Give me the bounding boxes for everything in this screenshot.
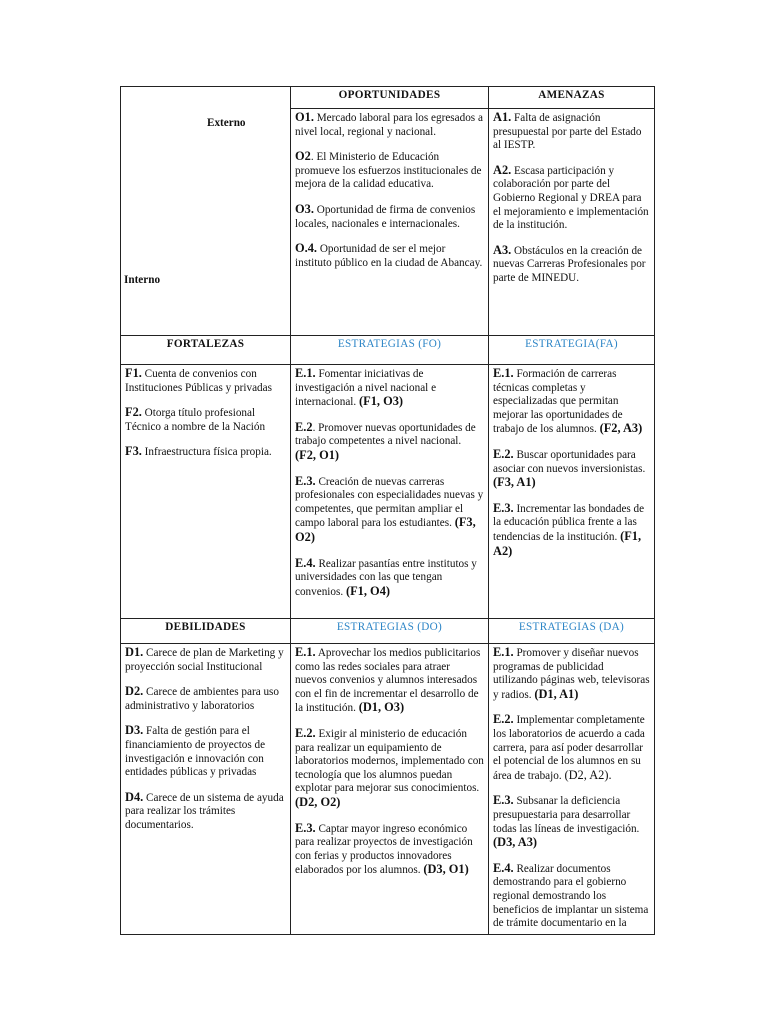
row-fortalezas-header (121, 336, 655, 365)
item-text: Creación de nuevas carreras profesionales con especialidades nuevas y competentes, que permitan ampliar el campo laboral para los estudiantes. (295, 475, 484, 530)
item-text: Escasa participación y colaboración por parte del Gobierno Regional y DREA para el mejoramiento e implementación de la institución. (493, 164, 649, 232)
item-text: Cuenta de convenios con Instituciones Públicas y privadas (125, 368, 272, 394)
item-text: Incrementar las bondades de la educación pública frente a las tendencias de la institución. (493, 502, 645, 543)
item-code: O.4. (295, 241, 318, 256)
list-item (125, 367, 286, 395)
cell-estrategias-do (291, 644, 489, 935)
list-item (295, 111, 484, 139)
item-code: O3. (295, 201, 314, 216)
item-text: Mercado laboral para los egresados a nivel local, regional y nacional. (295, 112, 483, 138)
list-item (493, 646, 650, 702)
item-text: Obstáculos en la creación de nuevas Carreras Profesionales por parte de MINEDU. (493, 244, 646, 284)
header-debilidades: DEBILIDADES (121, 619, 291, 644)
item-text: Oportunidad de firma de convenios locales, nacionales e internacionales. (295, 203, 476, 230)
header-estrategias-fa: ESTRATEGIA(FA) (489, 336, 655, 365)
item-code: F2. (125, 405, 142, 420)
item-code: O1. (295, 110, 314, 124)
item-code: E.2. (493, 446, 514, 461)
item-text: Subsanar la deficiencia presupuestaria para desarrollar todas las líneas de investigación. (493, 795, 640, 835)
row-debilidades-header (121, 619, 655, 644)
item-code: E.3. (295, 820, 316, 835)
corner-cell (121, 87, 291, 336)
item-code: A3. (493, 242, 512, 257)
item-code: E.1. (493, 645, 514, 659)
item-code: D1. (125, 645, 144, 659)
label-externo: Externo (207, 117, 246, 129)
item-code: E.2 (295, 419, 313, 434)
item-text: Carece de ambientes para uso administrativo y laboratorios (125, 686, 279, 712)
item-text: Falta de asignación presupuestal por parte del Estado al IESTP. (493, 112, 642, 152)
item-text: Exigir al ministerio de educación para realizar un equipamiento de laboratorios modernos, implementado con tecnología que los alumnos puedan explotar para mejorar sus conocimientos. (295, 727, 484, 795)
item-text: Promover y diseñar nuevos programas de publicidad utilizando páginas web, televisoras y radios. (493, 647, 650, 701)
item-code: A2. (493, 162, 512, 177)
item-code: D2. (125, 684, 144, 699)
item-code: E.3. (493, 793, 514, 808)
list-item (125, 724, 286, 779)
item-code: E.2. (493, 712, 514, 727)
list-item (493, 862, 650, 931)
cell-debilidades (121, 644, 291, 935)
header-oportunidades: OPORTUNIDADES (291, 87, 489, 109)
item-text: Formación de carreras técnicas completas y especializadas que permitan mejorar las oportunidades de trabajo de los alumnos. (493, 368, 623, 436)
item-text: Carece de un sistema de ayuda para realizar los trámites documentarios. (125, 791, 284, 831)
item-text: Fomentar iniciativas de investigación a nivel nacional e internacional. (295, 368, 437, 409)
item-code: D3. (125, 723, 144, 738)
item-text: Carece de plan de Marketing y proyección social Institucional (125, 647, 284, 673)
item-text: Infraestructura física propia. (141, 446, 272, 459)
list-item (295, 557, 484, 600)
item-reference: (D3, A3) (493, 835, 538, 850)
cell-fortalezas (121, 365, 291, 619)
item-reference: (D2, O2) (295, 794, 341, 809)
header-amenazas: AMENAZAS (489, 87, 655, 109)
item-code: E.3. (295, 473, 316, 488)
header-fortalezas: FORTALEZAS (121, 336, 291, 365)
list-item (493, 502, 650, 559)
item-reference: (F1, O4) (345, 583, 391, 598)
list-item (125, 685, 286, 713)
item-code: E.4. (295, 555, 316, 570)
foda-matrix (120, 86, 655, 935)
item-text: Captar mayor ingreso económico para realizar proyectos de investigación con ferias y productos innovadores elaborados por los alumnos. (295, 822, 473, 877)
item-code: E.1. (295, 645, 316, 659)
cell-estrategias-da (489, 644, 655, 935)
item-code: F3. (125, 444, 142, 459)
list-item (125, 406, 286, 434)
item-code: A1. (493, 110, 512, 124)
list-item (295, 646, 484, 716)
list-item (295, 150, 484, 192)
list-item (493, 367, 650, 437)
list-item (295, 421, 484, 464)
cell-estrategias-fa (489, 365, 655, 619)
item-reference: (F2, O1) (295, 447, 340, 462)
item-code: F1. (125, 366, 142, 380)
list-item (125, 445, 286, 460)
item-text: Realizar pasantías entre institutos y universidades con las que tengan convenios. (295, 557, 477, 598)
item-code: E.1. (493, 366, 514, 380)
list-item (493, 111, 650, 153)
list-item (493, 244, 650, 286)
header-estrategias-da: ESTRATEGIAS (DA) (489, 619, 655, 644)
list-item (125, 646, 286, 674)
item-text: Falta de gestión para el financiamiento de proyectos de investigación e innovación con entidades públicas y privadas (125, 725, 266, 779)
item-text: Buscar oportunidades para asociar con nuevos inversionistas. (493, 448, 646, 475)
list-item (295, 727, 484, 811)
item-text: Realizar documentos demostrando para el gobierno regional demostrando los beneficios de implantar un sistema de trámite documentario en la (493, 862, 649, 930)
row-debilidades-content (121, 644, 655, 935)
list-item (295, 475, 484, 546)
cell-estrategias-fo (291, 365, 489, 619)
cell-oportunidades (291, 109, 489, 336)
list-item (493, 794, 650, 850)
item-reference: (D1, A1) (534, 686, 579, 701)
item-text: Aprovechar los medios publicitarios como las redes sociales para atraer nuevos convenios y alumnos interesados con el fin de incrementar el desarrollo de la institución. (295, 647, 481, 715)
item-code: E.4. (493, 860, 514, 875)
item-reference: (F3, A1) (493, 475, 536, 490)
list-item (125, 791, 286, 833)
item-text: . El Ministerio de Educación promueve los esfuerzos institucionales de mejora de la calidad educativa. (295, 151, 482, 191)
row-external (121, 87, 655, 109)
item-code: E.1. (295, 366, 316, 380)
item-text: . Promover nuevas oportunidades de trabajo competentes a nivel nacional. (295, 421, 476, 448)
item-reference: (F1, O3) (359, 394, 404, 409)
item-code: O2 (295, 149, 311, 164)
list-item (493, 164, 650, 233)
header-estrategias-do: ESTRATEGIAS (DO) (291, 619, 489, 644)
list-item (295, 203, 484, 231)
item-text: Oportunidad de ser el mejor instituto público en la ciudad de Abancay. (295, 243, 483, 269)
header-estrategias-fo: ESTRATEGIAS (FO) (291, 336, 489, 365)
item-text: Implementar completamente los laboratorios de acuerdo a cada carrera, para así poder desarrollar el potencial de los alumnos en su área de trabajo. (493, 714, 645, 782)
item-reference: (D2, A2). (564, 767, 612, 782)
item-reference: (F2, A3) (599, 421, 643, 436)
item-reference: (F3, O2) (295, 515, 476, 544)
list-item (295, 242, 484, 270)
list-item (295, 822, 484, 878)
cell-amenazas (489, 109, 655, 336)
item-reference: (D3, O1) (423, 862, 469, 877)
item-reference: (F1, A2) (493, 528, 642, 558)
item-code: E.3. (493, 500, 514, 515)
row-fortalezas-content (121, 365, 655, 619)
item-text: Otorga título profesional Técnico a nombre de la Nación (125, 407, 266, 433)
list-item (493, 448, 650, 491)
list-item (493, 713, 650, 783)
item-reference: (D1, O3) (358, 700, 405, 715)
item-code: D4. (125, 789, 144, 804)
list-item (295, 367, 484, 410)
item-code: E.2. (295, 725, 316, 740)
label-interno: Interno (124, 274, 161, 286)
